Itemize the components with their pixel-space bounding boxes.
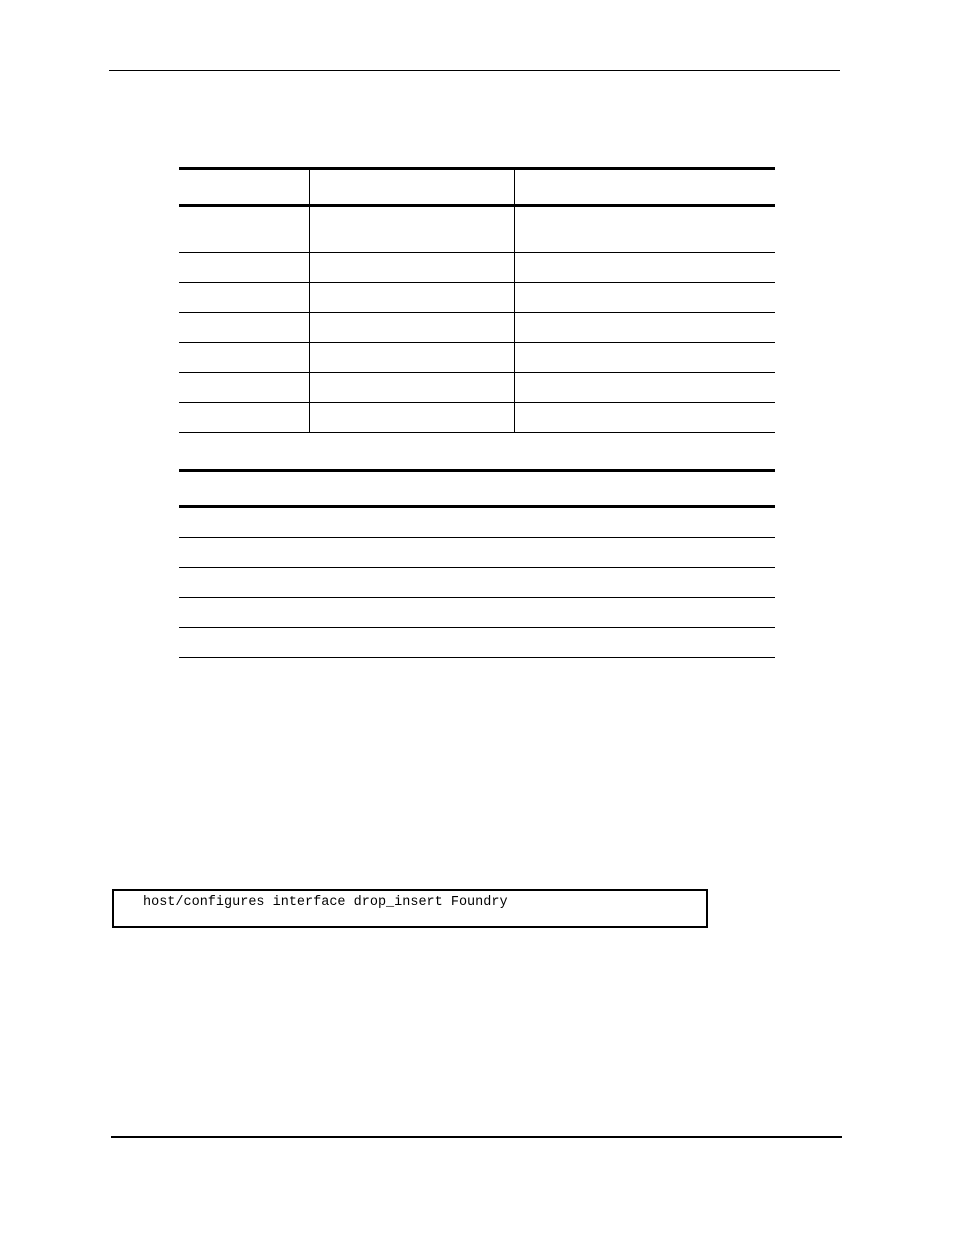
header-rule [109,70,840,71]
table-cell [310,373,515,402]
table-row [179,508,775,538]
table-header-cell [515,170,775,204]
table-header-cell [310,170,515,204]
table-header-cell [179,170,310,204]
table-cell [310,207,515,252]
table-row [179,628,775,658]
table-cell [515,207,775,252]
parameter-table [179,167,775,433]
code-example-box [112,889,708,928]
table-row [179,313,775,343]
table-row [179,373,775,403]
table-cell [515,253,775,282]
table-header-row [179,472,775,508]
table-row [179,207,775,253]
table-cell [179,373,310,402]
table-header-row [179,170,775,207]
footer-rule [111,1136,842,1138]
table-cell [515,373,775,402]
table-cell [310,313,515,342]
table-row [179,598,775,628]
secondary-table [179,469,775,658]
table-cell [179,313,310,342]
table-cell [179,253,310,282]
table-cell [179,343,310,372]
table-cell [310,283,515,312]
table-cell [310,253,515,282]
table-row [179,253,775,283]
table-cell [310,403,515,432]
table-row [179,283,775,313]
table-cell [310,343,515,372]
table-row [179,343,775,373]
code-example-text: host/configures interface drop_insert Foundry [143,895,508,910]
table-cell [179,283,310,312]
table-row [179,538,775,568]
table-cell [515,313,775,342]
table-cell [515,283,775,312]
table-cell [179,207,310,252]
table-cell [179,403,310,432]
table-row [179,403,775,433]
table-cell [515,343,775,372]
table-cell [515,403,775,432]
table-row [179,568,775,598]
